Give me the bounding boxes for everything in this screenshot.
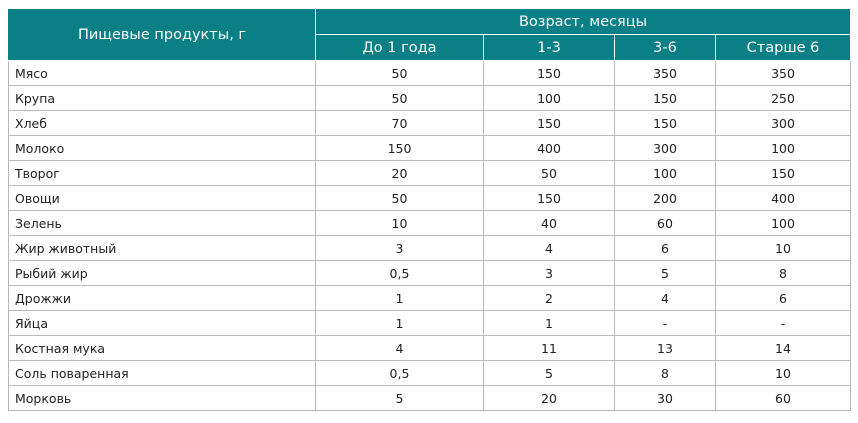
amount-cell: 4 xyxy=(316,336,484,361)
amount-cell: 10 xyxy=(716,236,851,261)
amount-cell: 6 xyxy=(615,236,716,261)
header-age-over-6: Старше 6 xyxy=(716,35,851,61)
table-row xyxy=(9,211,851,236)
table-row xyxy=(9,261,851,286)
amount-cell: 2 xyxy=(484,286,615,311)
amount-cell: 5 xyxy=(615,261,716,286)
food-name-cell: Зелень xyxy=(9,211,316,236)
amount-cell: 1 xyxy=(484,311,615,336)
amount-cell: 3 xyxy=(484,261,615,286)
amount-cell: 4 xyxy=(484,236,615,261)
nutrition-table xyxy=(8,8,851,411)
amount-cell: 20 xyxy=(316,161,484,186)
amount-cell: 100 xyxy=(716,136,851,161)
amount-cell: 150 xyxy=(615,86,716,111)
table-row xyxy=(9,86,851,111)
table-container xyxy=(8,8,850,411)
amount-cell: 50 xyxy=(316,186,484,211)
amount-cell: 20 xyxy=(484,386,615,411)
food-name-cell: Молоко xyxy=(9,136,316,161)
table-row xyxy=(9,386,851,411)
table-row xyxy=(9,336,851,361)
amount-cell: 50 xyxy=(316,61,484,86)
table-header xyxy=(9,9,851,61)
food-name-cell: Рыбий жир xyxy=(9,261,316,286)
amount-cell: 150 xyxy=(484,111,615,136)
amount-cell: 11 xyxy=(484,336,615,361)
header-food-products: Пищевые продукты, г xyxy=(9,9,316,61)
amount-cell: 100 xyxy=(484,86,615,111)
amount-cell: 200 xyxy=(615,186,716,211)
amount-cell: 8 xyxy=(615,361,716,386)
amount-cell: 350 xyxy=(615,61,716,86)
table-row xyxy=(9,361,851,386)
amount-cell: 100 xyxy=(716,211,851,236)
amount-cell: 150 xyxy=(484,186,615,211)
food-name-cell: Овощи xyxy=(9,186,316,211)
amount-cell: 50 xyxy=(484,161,615,186)
table-row xyxy=(9,161,851,186)
table-row xyxy=(9,136,851,161)
amount-cell: 70 xyxy=(316,111,484,136)
amount-cell: 0,5 xyxy=(316,261,484,286)
header-age-3-6: 3-6 xyxy=(615,35,716,61)
amount-cell: 10 xyxy=(716,361,851,386)
amount-cell: 50 xyxy=(316,86,484,111)
amount-cell: - xyxy=(716,311,851,336)
amount-cell: 5 xyxy=(484,361,615,386)
amount-cell: 300 xyxy=(615,136,716,161)
amount-cell: 40 xyxy=(484,211,615,236)
food-name-cell: Крупа xyxy=(9,86,316,111)
amount-cell: 14 xyxy=(716,336,851,361)
amount-cell: 400 xyxy=(716,186,851,211)
amount-cell: 350 xyxy=(716,61,851,86)
amount-cell: 150 xyxy=(615,111,716,136)
food-name-cell: Дрожжи xyxy=(9,286,316,311)
amount-cell: 8 xyxy=(716,261,851,286)
amount-cell: 150 xyxy=(316,136,484,161)
amount-cell: 10 xyxy=(316,211,484,236)
table-row xyxy=(9,236,851,261)
amount-cell: 6 xyxy=(716,286,851,311)
amount-cell: 30 xyxy=(615,386,716,411)
amount-cell: 5 xyxy=(316,386,484,411)
food-name-cell: Морковь xyxy=(9,386,316,411)
table-row xyxy=(9,186,851,211)
table-row xyxy=(9,111,851,136)
amount-cell: 250 xyxy=(716,86,851,111)
amount-cell: 100 xyxy=(615,161,716,186)
amount-cell: 60 xyxy=(615,211,716,236)
table-row xyxy=(9,286,851,311)
amount-cell: 150 xyxy=(484,61,615,86)
header-age-group: Возраст, месяцы xyxy=(316,9,851,35)
table-body xyxy=(9,61,851,411)
food-name-cell: Жир животный xyxy=(9,236,316,261)
amount-cell: - xyxy=(615,311,716,336)
food-name-cell: Соль поваренная xyxy=(9,361,316,386)
amount-cell: 13 xyxy=(615,336,716,361)
amount-cell: 4 xyxy=(615,286,716,311)
header-age-under-1-year: До 1 года xyxy=(316,35,484,61)
amount-cell: 0,5 xyxy=(316,361,484,386)
amount-cell: 150 xyxy=(716,161,851,186)
amount-cell: 1 xyxy=(316,311,484,336)
food-name-cell: Творог xyxy=(9,161,316,186)
food-name-cell: Яйца xyxy=(9,311,316,336)
food-name-cell: Хлеб xyxy=(9,111,316,136)
food-name-cell: Мясо xyxy=(9,61,316,86)
amount-cell: 1 xyxy=(316,286,484,311)
amount-cell: 300 xyxy=(716,111,851,136)
amount-cell: 400 xyxy=(484,136,615,161)
amount-cell: 3 xyxy=(316,236,484,261)
food-name-cell: Костная мука xyxy=(9,336,316,361)
table-row xyxy=(9,311,851,336)
amount-cell: 60 xyxy=(716,386,851,411)
header-age-1-3: 1-3 xyxy=(484,35,615,61)
table-row xyxy=(9,61,851,86)
